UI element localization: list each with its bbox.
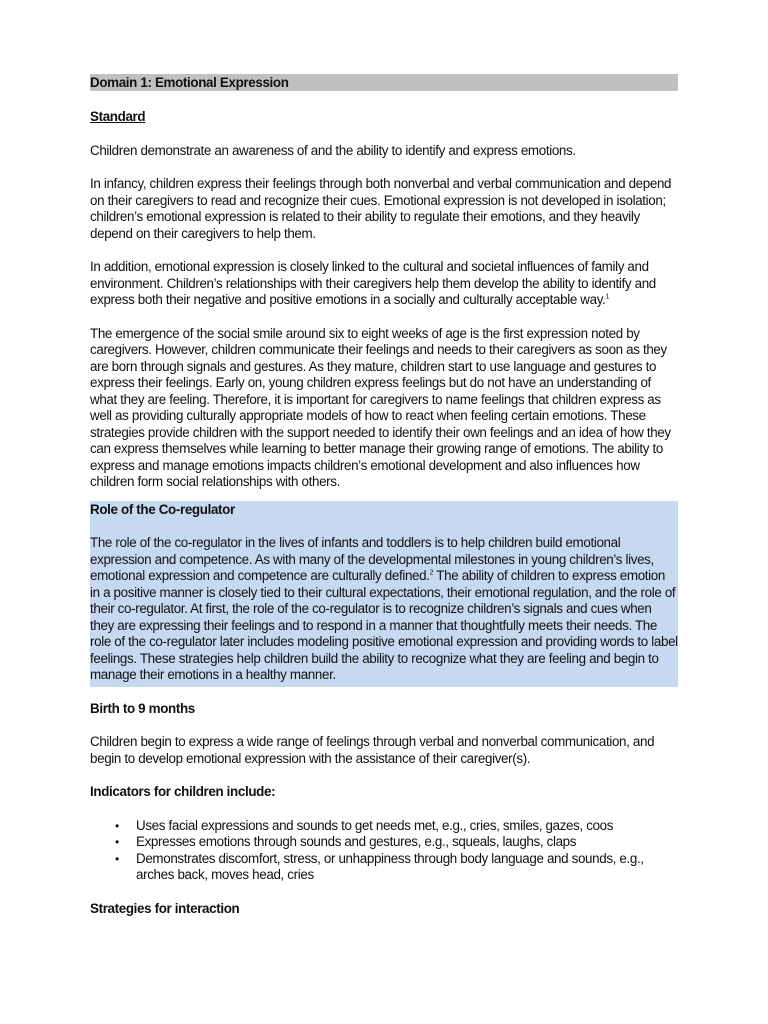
bullet-icon: • [115, 851, 119, 866]
paragraph-social-smile: The emergence of the social smile around six to eight weeks of age is the first expression noted by caregivers. However, children communicate their feelings and needs to their caregivers as soon as they are born through signals and gestures. As they mature, children start to use language and gestures to express their feelings. Early on, young children express feelings but do not have an understanding of what they are feeling. Therefore, it is important for caregivers to name feelings that children express as well as providing culturally appropriate models of how to react when feeling certain emotions. These strategies provide children with the support needed to identify their own feelings and an idea of how they can express themselves while learning to better manage their growing range of emotions. The ability to express and manage emotions impacts children’s emotional development and also influences how children form social relationships with others. [90, 325, 671, 489]
standard-heading: Standard [90, 109, 146, 124]
list-item-text: Demonstrates discomfort, stress, or unhappiness through body language and sounds, e.g., arches back, moves head, cries [136, 850, 644, 882]
indicators-heading: Indicators for children include: [90, 784, 276, 799]
list-item-text: Uses facial expressions and sounds to get needs met, e.g., cries, smiles, gazes, coos [136, 817, 614, 833]
domain-title: Domain 1: Emotional Expression [90, 74, 678, 91]
coregulator-section [90, 501, 678, 687]
paragraph-addition-text: In addition, emotional expression is closely linked to the cultural and societal influences of family and environment. Children’s relationships with their caregivers help them develop the ability to identify and express both their negative and positive emotions in a socially and culturally acceptable way. [90, 259, 656, 307]
birth-heading: Birth to 9 months [90, 700, 195, 716]
bullet-icon: • [115, 835, 119, 849]
list-item [115, 817, 678, 835]
indicators-list [90, 818, 678, 884]
birth-text: Children begin to express a wide range of feelings through verbal and nonverbal communication, and begin to develop emotional expression with the assistance of their caregiver(s). [90, 734, 655, 766]
coregulator-text-part1: The role of the co-regulator in the lives of infants and toddlers is to help children build emotional expression and competence. As with many of the developmental milestones in young children’s lives, emotional expression and competence are culturally defined. [90, 535, 654, 583]
standard-text: Children demonstrate an awareness of and the ability to identify and express emotions. [90, 142, 576, 158]
list-item [115, 850, 678, 884]
footnote-ref-1: 1 [605, 293, 609, 301]
strategies-heading: Strategies for interaction [90, 900, 240, 916]
list-item [115, 834, 678, 851]
coregulator-text [90, 535, 678, 684]
paragraph-addition [90, 259, 678, 309]
footnote-ref-2: 2 [429, 569, 434, 577]
paragraph-infancy: In infancy, children express their feelings through both nonverbal and verbal communication and depend on their caregivers to read and recognize their cues. Emotional expression is not developed in isolation; children’s emotional expression is related to their ability to regulate their emotions, and they heavily depend on their caregivers to help them. [90, 176, 672, 241]
coregulator-heading: Role of the Co-regulator [90, 501, 235, 517]
document-page [90, 74, 678, 917]
list-item-text: Expresses emotions through sounds and gestures, e.g., squeals, laughs, claps [136, 834, 577, 849]
coregulator-text-part2: The ability of children to express emotion in a positive manner is closely tied to their cultural expectations, their emotional regulation, and the role of their co-regulator. At first, the role of the co-regulator is to recognize children’s signals and cues when they are expressing their feelings and to respond in a manner that thoughtfully meets their needs. The role of the co-regulator later includes modeling positive emotional expression and providing words to label feelings. These strategies help children build the ability to recognize what they are feeling and begin to manage their emotions in a healthy manner. [90, 568, 678, 682]
bullet-icon: • [115, 818, 119, 833]
